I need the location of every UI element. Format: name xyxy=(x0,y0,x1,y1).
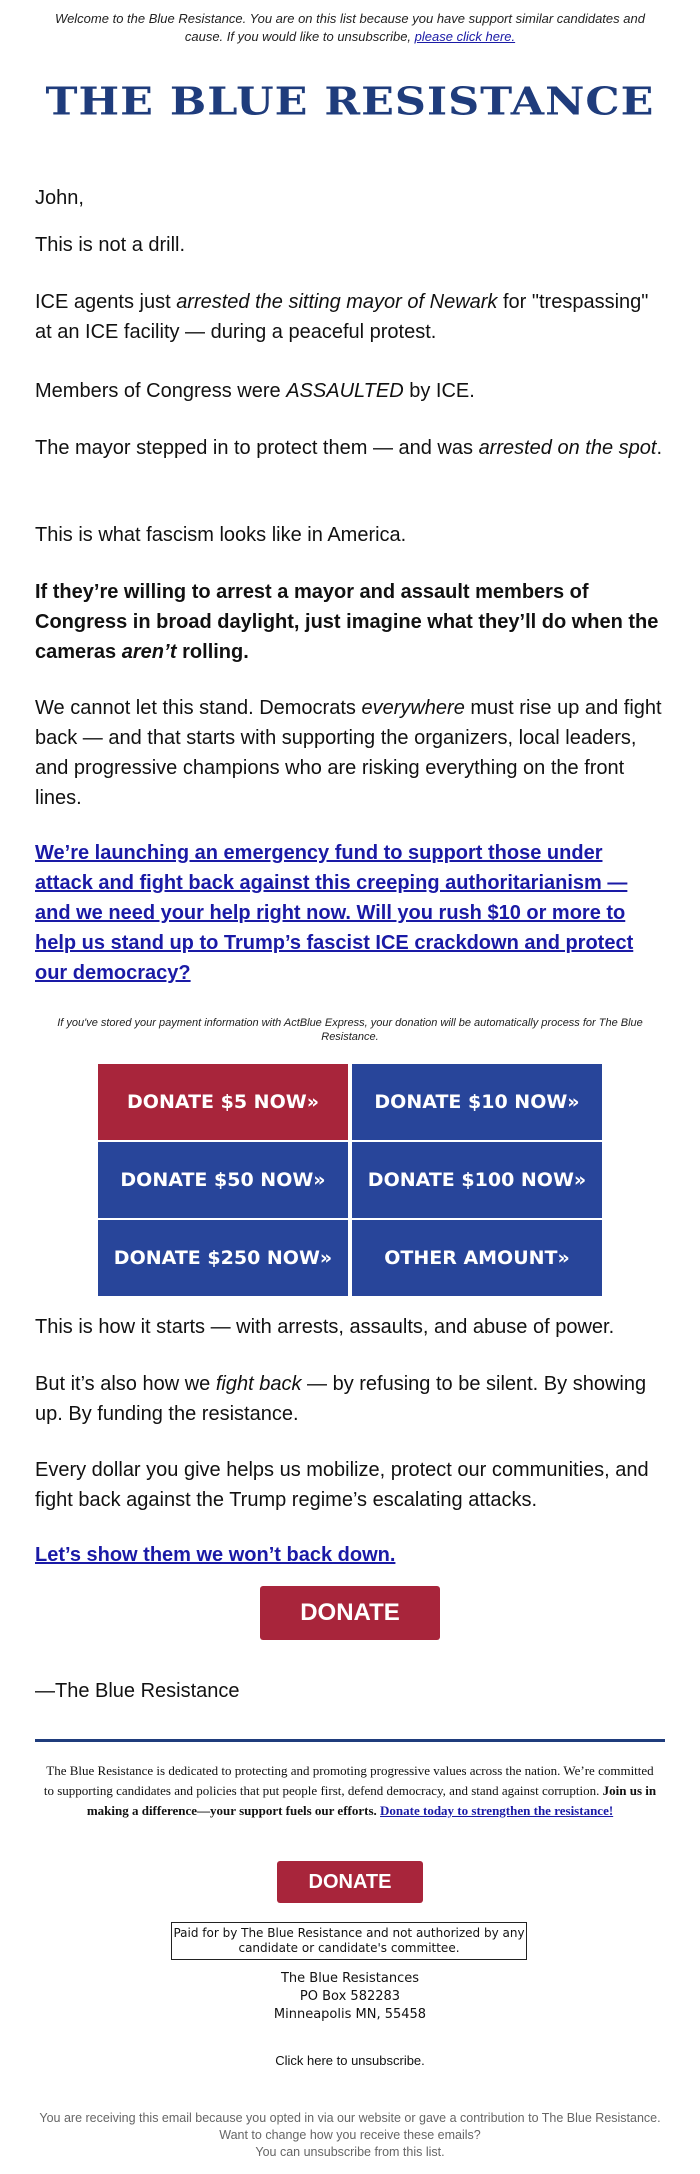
paragraph-9 xyxy=(35,1369,665,1429)
donate-10-button[interactable]: DONATE $10 NOW» xyxy=(352,1064,602,1140)
p9-em: fight back xyxy=(215,1373,302,1395)
paragraph-5: This is what fascism looks like in America. xyxy=(35,524,407,546)
legal-unsubscribe-link[interactable]: You can unsubscribe from this list. xyxy=(255,2145,445,2159)
paragraph-6 xyxy=(35,577,665,667)
p3-em: ASSAULTED xyxy=(286,380,404,402)
back-down-link[interactable]: Let’s show them we won’t back down. xyxy=(35,1544,396,1566)
paragraph-1: This is not a drill. xyxy=(35,234,186,256)
mailing-address xyxy=(0,1970,700,2024)
other-amount-button[interactable]: OTHER AMOUNT» xyxy=(352,1220,602,1296)
legal-footer xyxy=(25,2110,675,2161)
p9-a: But it’s also how we xyxy=(35,1373,216,1395)
p2-a: ICE agents just xyxy=(35,291,177,313)
brand-logo: THE BLUE RESISTANCE xyxy=(45,79,655,125)
p2-b: for "trespassing" at an ICE facility — during a peaceful protest. xyxy=(35,291,649,343)
donate-100-button[interactable]: DONATE $100 NOW» xyxy=(352,1142,602,1218)
paragraph-2 xyxy=(35,287,665,347)
p4-a: The mayor stepped in to protect them — and was xyxy=(35,437,479,459)
p6-a: If they’re willing to arrest a mayor and assault members of Congress in broad daylight, just imagine what they’ll do when the cameras xyxy=(35,581,659,663)
cta-paragraph xyxy=(35,838,665,988)
donate-5-button[interactable]: DONATE $5 NOW» xyxy=(98,1064,348,1140)
donate-button[interactable]: DONATE xyxy=(260,1586,440,1640)
paragraph-8: This is how it starts — with arrests, assaults, and abuse of power. xyxy=(35,1316,615,1338)
cta-paragraph-2 xyxy=(35,1540,665,1570)
address-line-3: Minneapolis MN, 55458 xyxy=(273,2007,427,2022)
p2-em: arrested the sitting mayor of Newark xyxy=(176,291,498,313)
footer-mission-text: The Blue Resistance is dedicated to protecting and promoting progressive values across the nation. We’re committed to supporting candidates and policies that put people first, defend democracy, and stand against corruption. xyxy=(43,1763,654,1798)
p4-em: arrested on the spot xyxy=(478,437,657,459)
address-line-2: PO Box 582283 xyxy=(299,1989,401,2004)
donate-250-button[interactable]: DONATE $250 NOW» xyxy=(98,1220,348,1296)
salutation: John, xyxy=(35,187,84,209)
p6-b: rolling. xyxy=(176,641,249,663)
p9-b: — by refusing to be silent. By showing up. By funding the resistance. xyxy=(35,1373,647,1425)
emergency-fund-link[interactable]: We’re launching an emergency fund to support those under attack and fight back against this creeping authoritarianism — and we need your help right now. Will you rush $10 or more to help us stand up to Trump’s fascist ICE crackdown and protect our democracy? xyxy=(35,842,634,984)
paragraph-7 xyxy=(35,693,665,813)
p6-em: aren’t xyxy=(121,641,177,663)
signoff: —The Blue Resistance xyxy=(35,1680,240,1702)
donate-amount-grid xyxy=(98,1064,602,1296)
unsubscribe-link[interactable]: Click here to unsubscribe. xyxy=(275,2053,425,2068)
p4-b: . xyxy=(656,437,663,459)
paid-for-disclaimer: Paid for by The Blue Resistance and not authorized by any candidate or candidate's committee. xyxy=(171,1922,527,1960)
donate-50-button[interactable]: DONATE $50 NOW» xyxy=(98,1142,348,1218)
preheader-unsubscribe-link[interactable]: please click here. xyxy=(414,29,516,44)
p3-b: by ICE. xyxy=(403,380,475,402)
address-line-1: The Blue Resistances xyxy=(280,1971,420,1986)
p7-a: We cannot let this stand. Democrats xyxy=(35,697,362,719)
p7-b: must rise up and fight back — and that starts with supporting the organizers, local leaders, and progressive champions who are risking everything on the front lines. xyxy=(35,697,662,809)
paragraph-3 xyxy=(35,376,665,406)
p7-em: everywhere xyxy=(361,697,465,719)
p3-a: Members of Congress were xyxy=(35,380,287,402)
preheader-text: Welcome to the Blue Resistance. You are on this list because you have support similar candidates and cause. If you would like to unsubscribe, xyxy=(55,11,645,44)
paragraph-4 xyxy=(35,433,665,463)
footer-mission xyxy=(42,1761,658,1821)
legal-line-1: You are receiving this email because you opted in via our website or gave a contribution to The Blue Resistance. Want to change how you receive these emails? xyxy=(39,2111,661,2142)
paragraph-10: Every dollar you give helps us mobilize, protect our communities, and fight back against the Trump regime’s escalating attacks. xyxy=(35,1459,649,1511)
actblue-note: If you've stored your payment information with ActBlue Express, your donation will be automatically process for The Blue Resistance. xyxy=(57,1017,643,1043)
footer-donate-button[interactable]: DONATE xyxy=(277,1861,423,1903)
footer-join-text: Join us in making a difference—your support fuels our efforts. xyxy=(86,1783,657,1818)
footer-divider xyxy=(35,1739,665,1742)
footer-donate-link[interactable]: Donate today to strengthen the resistance! xyxy=(380,1803,614,1818)
preheader xyxy=(40,10,660,46)
